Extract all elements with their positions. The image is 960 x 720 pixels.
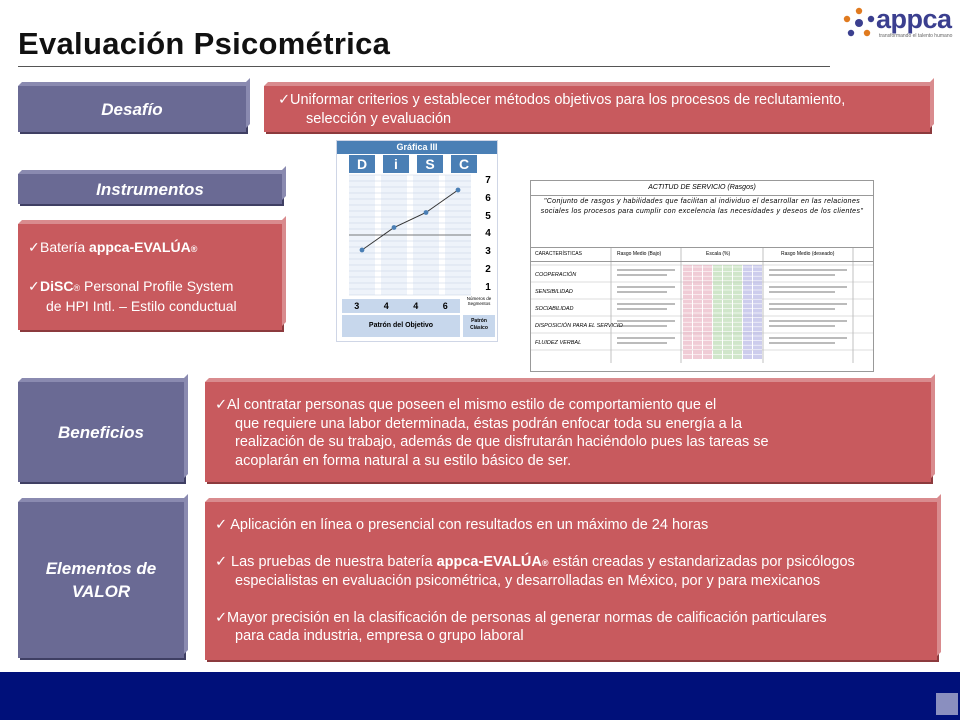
disc-letter-c: C (451, 155, 477, 173)
disc-letter-i: i (383, 155, 409, 173)
check-icon: ✓ (28, 277, 40, 294)
disc-bottom-value: 4 (383, 301, 389, 311)
elementos-bullet-3-line2: para cada industria, empresa o grupo laboral (235, 628, 524, 644)
desafio-line-1: Uniformar criterios y establecer métodos objetivos para los procesos de reclutamiento, (290, 92, 846, 108)
instrumentos-item2-bold: DiSC (40, 277, 74, 294)
instrumentos-label (18, 174, 282, 204)
registered-mark: ® (190, 244, 198, 254)
check-icon: ✓ (28, 239, 40, 255)
logo-wordmark: appca (876, 4, 952, 34)
title-divider (18, 66, 830, 67)
table-cell-text-placeholder (617, 269, 675, 271)
beneficios-label (18, 382, 184, 482)
service-attitude-table-image (530, 180, 874, 372)
disc-side-number: 7 (485, 175, 491, 186)
check-icon: ✓ (215, 609, 228, 626)
table-cell-text-placeholder (769, 325, 835, 327)
elementos-label (18, 502, 184, 658)
table-cell-text-placeholder (617, 291, 667, 293)
elementos-bullet-3-line1: Mayor precisión en la clasificación de personas al generar normas de calificación particulares (227, 609, 827, 626)
disc-profile-point (424, 210, 429, 215)
instrumentos-item2-line2: de HPI Intl. – Estilo conductual (46, 298, 237, 314)
table-cell-text-placeholder (769, 308, 835, 310)
table-title: ACTITUD DE SERVICIO (Rasgos) (531, 181, 873, 196)
table-cell-text-placeholder (617, 320, 675, 322)
beneficios-label-text: Beneficios (58, 422, 144, 442)
elementos-bullet-1: Aplicación en línea o presencial con resultados en un máximo de 24 horas (230, 517, 709, 533)
table-cell-text-placeholder (769, 291, 835, 293)
table-row-label: SOCIABILIDAD (535, 306, 574, 312)
registered-mark: ® (541, 557, 549, 568)
check-icon: ✓ (215, 553, 228, 570)
table-cell-text-placeholder (769, 320, 847, 322)
table-cell-text-placeholder (617, 286, 675, 288)
table-cell-text-placeholder (769, 342, 835, 344)
instrumentos-item2-rest: Personal Profile System (80, 277, 234, 294)
table-col-header: Rasgo Medio (deseado) (781, 251, 835, 257)
table-row-label: COOPERACIÓN (535, 272, 577, 278)
table-col-header: CARACTERÍSTICAS (535, 251, 582, 257)
beneficios-line: Al contratar personas que poseen el mismo estilo de comportamiento que el (227, 397, 717, 413)
elementos-bullet-2-post: están creadas y estandarizadas por psicólogos (548, 553, 855, 570)
disc-profile-point (360, 248, 365, 253)
instrumentos-label-text: Instrumentos (96, 179, 204, 199)
disc-footer-right: Patrón Clásico (463, 315, 495, 337)
table-cell-text-placeholder (769, 286, 847, 288)
beneficios-content (205, 382, 931, 482)
table-cell-text-placeholder (617, 274, 667, 276)
page-title: Evaluación Psicométrica (18, 26, 391, 61)
table-cell-text-placeholder (617, 342, 667, 344)
disc-letter-s: S (417, 155, 443, 173)
table-cell-text-placeholder (617, 337, 675, 339)
appca-logo (842, 4, 954, 44)
table-row-label: SENSIBILIDAD (535, 289, 573, 295)
disc-side-number: 3 (485, 246, 491, 258)
beneficios-line: realización de su trabajo, además de que disfrutarán haciéndolo pues las tareas se (235, 434, 769, 450)
instrumentos-item1-prefix: Batería (40, 239, 90, 255)
table-cell-text-placeholder (769, 303, 847, 305)
elementos-bullet-2-pre: Las pruebas de nuestra batería (231, 553, 437, 570)
table-quote: "Conjunto de rasgos y habilidades que facilitan al individuo el desarrollar en las relaciones sociales los procesos para cumplir con excelencia las necesidades y deseos de los clientes" (540, 198, 864, 215)
table-cell-text-placeholder (769, 274, 835, 276)
disc-bottom-value: 6 (442, 301, 448, 311)
check-icon: ✓ (278, 92, 291, 108)
desafio-label-text: Desafío (101, 99, 163, 119)
elementos-label-line2: VALOR (71, 582, 131, 601)
table-cell-text-placeholder (769, 269, 847, 271)
instrumentos-item1-bold: appca-EVALÚA (89, 239, 191, 255)
disc-bottom-note: Números de Segmentos (466, 296, 492, 306)
check-icon: ✓ (215, 517, 228, 533)
desafio-line-2: selección y evaluación (306, 110, 452, 127)
disc-side-number: 4 (485, 228, 491, 240)
table-cell-text-placeholder (617, 325, 667, 327)
table-cell-text-placeholder (617, 308, 667, 310)
desafio-label (18, 86, 246, 132)
disc-side-number: 5 (485, 210, 491, 222)
table-row-label: DISPOSICIÓN PARA EL SERVICIO (535, 323, 623, 329)
disc-footer-left: Patrón del Objetivo (342, 315, 460, 337)
slide-nav-button[interactable] (936, 693, 958, 715)
desafio-content (264, 86, 930, 132)
elementos-bullet-2-bold: appca-EVALÚA (436, 553, 542, 570)
disc-side-number: 6 (485, 192, 491, 204)
table-cell-text-placeholder (769, 337, 847, 339)
elementos-label-line1: Elementos de (45, 559, 157, 578)
disc-profile-point (392, 225, 397, 230)
people-circle-icon (842, 6, 876, 40)
beneficios-line: que requiere una labor determinada, éstas podrán enfocar toda su energía a la (235, 415, 743, 432)
disc-bottom-value: 4 (413, 301, 419, 311)
table-cell-text-placeholder (617, 303, 675, 305)
beneficios-line: acoplarán en forma natural a su estilo básico de ser. (235, 452, 572, 469)
disc-side-number: 1 (485, 281, 491, 293)
disc-letter-d: D (349, 155, 375, 173)
disc-graph-image (336, 140, 498, 342)
footer-bar (0, 672, 960, 720)
disc-graph-header: Gráfica III (337, 141, 497, 154)
registered-mark: ® (73, 282, 81, 293)
disc-side-number: 2 (485, 264, 491, 276)
disc-profile-point (456, 188, 461, 193)
logo-tagline: transformando el talento humano (879, 33, 953, 39)
disc-bottom-value: 3 (354, 301, 360, 311)
table-col-header: Rasgo Medio (Bajo) (617, 251, 662, 257)
instrumentos-content (18, 224, 282, 330)
check-icon: ✓ (215, 397, 228, 413)
elementos-bullet-2-line2: especialistas en evaluación psicométrica, y desarrolladas en México, por y para mexicanos (235, 573, 821, 589)
table-col-header: Escala (%) (706, 251, 731, 257)
table-row-label: FLUIDEZ VERBAL (535, 340, 582, 346)
elementos-content (205, 502, 937, 660)
